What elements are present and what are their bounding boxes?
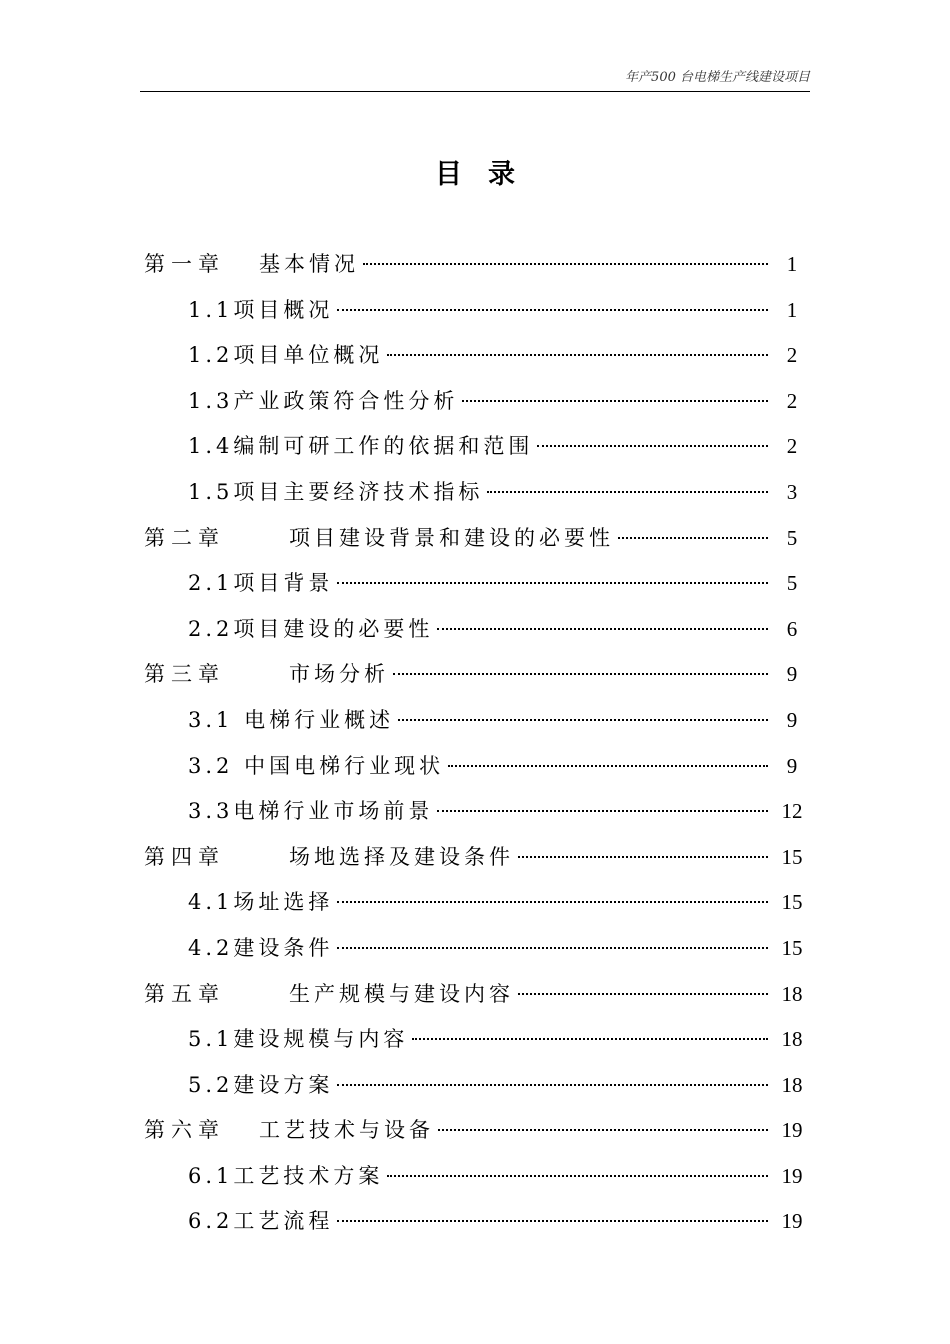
toc-section-entry[interactable] <box>140 744 808 790</box>
toc-chapter-entry[interactable] <box>140 516 808 562</box>
toc-section-title: 1.5项目主要经济技术指标 <box>188 479 484 504</box>
toc-entry-label <box>144 516 614 562</box>
toc-page-number: 6 <box>786 616 798 641</box>
toc-entry-label <box>144 972 514 1018</box>
toc-chapter-number: 第一章 <box>144 252 225 276</box>
page-title: 目录 <box>435 159 541 190</box>
toc-chapter-entry[interactable] <box>140 652 808 698</box>
toc-dot-leader <box>437 628 768 630</box>
toc-section-entry[interactable] <box>140 1154 808 1200</box>
toc-chapter-entry[interactable] <box>140 835 808 881</box>
toc-dot-leader <box>337 582 768 584</box>
toc-page-number: 19 <box>781 1209 803 1234</box>
toc-page-number: 18 <box>781 1027 803 1052</box>
toc-section-title: 1.2项目单位概况 <box>188 343 384 368</box>
toc-entry-label <box>144 242 359 288</box>
toc-dot-leader <box>337 901 768 903</box>
running-header: 年产500 台电梯生产线建设项目 <box>625 70 810 85</box>
toc-chapter-title: 市场分析 <box>289 662 389 687</box>
toc-section-entry[interactable] <box>140 1199 808 1245</box>
toc-page-number: 19 <box>781 1118 803 1143</box>
toc-page-number: 19 <box>781 1163 803 1188</box>
toc-dot-leader <box>462 400 768 402</box>
toc-page-number: 2 <box>786 388 798 413</box>
toc-section-entry[interactable] <box>140 470 808 516</box>
toc-dot-leader <box>387 354 768 356</box>
toc-page-number: 1 <box>786 252 798 276</box>
toc-page-number: 1 <box>786 297 798 322</box>
toc-chapter-number: 第四章 <box>144 844 225 869</box>
toc-dot-leader <box>487 491 768 493</box>
toc-dot-leader <box>363 263 768 265</box>
toc-dot-leader <box>387 1175 768 1177</box>
toc-entry-label <box>144 1108 434 1154</box>
toc-page-number: 15 <box>781 890 803 915</box>
toc-section-entry[interactable] <box>140 561 808 607</box>
toc-page-number: 3 <box>786 479 798 504</box>
toc-section-entry[interactable] <box>140 789 808 835</box>
toc-section-title: 3.3电梯行业市场前景 <box>188 799 434 824</box>
toc-page-number: 2 <box>786 434 798 459</box>
toc-page-number: 5 <box>786 571 798 596</box>
toc-page-number: 2 <box>786 343 798 368</box>
toc-section-title: 4.2建设条件 <box>188 935 334 960</box>
toc-dot-leader <box>337 947 768 949</box>
table-of-contents <box>140 242 808 1245</box>
toc-section-title: 5.1建设规模与内容 <box>188 1027 409 1052</box>
toc-dot-leader <box>337 309 768 311</box>
toc-page-number: 12 <box>781 799 803 824</box>
toc-chapter-title: 场地选择及建设条件 <box>289 844 514 869</box>
toc-section-entry[interactable] <box>140 698 808 744</box>
toc-dot-leader <box>412 1038 768 1040</box>
toc-chapter-title: 基本情况 <box>259 252 359 276</box>
toc-dot-leader <box>448 765 768 767</box>
toc-chapter-entry[interactable] <box>140 1108 808 1154</box>
toc-section-title: 1.3产业政策符合性分析 <box>188 388 459 413</box>
toc-dot-leader <box>437 810 768 812</box>
toc-chapter-number: 第五章 <box>144 981 225 1006</box>
toc-dot-leader <box>518 856 768 858</box>
toc-section-title: 6.1工艺技术方案 <box>188 1163 384 1188</box>
toc-dot-leader <box>337 1084 768 1086</box>
toc-page-number: 9 <box>786 707 798 732</box>
toc-dot-leader <box>537 445 768 447</box>
toc-section-entry[interactable] <box>140 1017 808 1063</box>
toc-dot-leader <box>618 537 768 539</box>
toc-page-number: 18 <box>781 1072 803 1097</box>
toc-page-number: 9 <box>786 753 798 778</box>
toc-section-entry[interactable] <box>140 926 808 972</box>
toc-section-entry[interactable] <box>140 333 808 379</box>
toc-chapter-entry[interactable] <box>140 972 808 1018</box>
toc-page-number: 15 <box>781 935 803 960</box>
toc-section-entry[interactable] <box>140 288 808 334</box>
toc-chapter-number: 第三章 <box>144 662 225 687</box>
toc-section-entry[interactable] <box>140 379 808 425</box>
toc-section-title: 1.4编制可研工作的依据和范围 <box>188 434 534 459</box>
toc-entry-label <box>144 652 389 698</box>
toc-page-number: 9 <box>786 662 798 687</box>
toc-section-title: 6.2工艺流程 <box>188 1209 334 1234</box>
toc-dot-leader <box>337 1220 768 1222</box>
toc-section-title: 2.2项目建设的必要性 <box>188 616 434 641</box>
toc-page-number: 15 <box>781 844 803 869</box>
toc-section-title: 4.1场址选择 <box>188 890 334 915</box>
toc-section-title: 1.1项目概况 <box>188 297 334 322</box>
toc-section-title: 3.2 中国电梯行业现状 <box>188 753 445 778</box>
toc-dot-leader <box>438 1129 768 1131</box>
toc-dot-leader <box>398 719 768 721</box>
toc-section-entry[interactable] <box>140 424 808 470</box>
toc-dot-leader <box>393 673 768 675</box>
toc-chapter-title: 工艺技术与设备 <box>259 1118 434 1143</box>
toc-section-title: 2.1项目背景 <box>188 571 334 596</box>
toc-section-entry[interactable] <box>140 880 808 926</box>
toc-chapter-title: 生产规模与建设内容 <box>289 981 514 1006</box>
toc-entry-label <box>144 835 514 881</box>
toc-section-entry[interactable] <box>140 1063 808 1109</box>
toc-page-number: 18 <box>781 981 803 1006</box>
toc-chapter-number: 第六章 <box>144 1118 225 1143</box>
toc-section-title: 3.1 电梯行业概述 <box>188 707 395 732</box>
toc-chapter-entry[interactable] <box>140 242 808 288</box>
toc-chapter-title: 项目建设背景和建设的必要性 <box>289 525 614 550</box>
toc-section-title: 5.2建设方案 <box>188 1072 334 1097</box>
toc-chapter-number: 第二章 <box>144 525 225 550</box>
toc-page-number: 5 <box>786 525 798 550</box>
header-rule <box>140 91 810 92</box>
toc-section-entry[interactable] <box>140 607 808 653</box>
toc-dot-leader <box>518 993 768 995</box>
